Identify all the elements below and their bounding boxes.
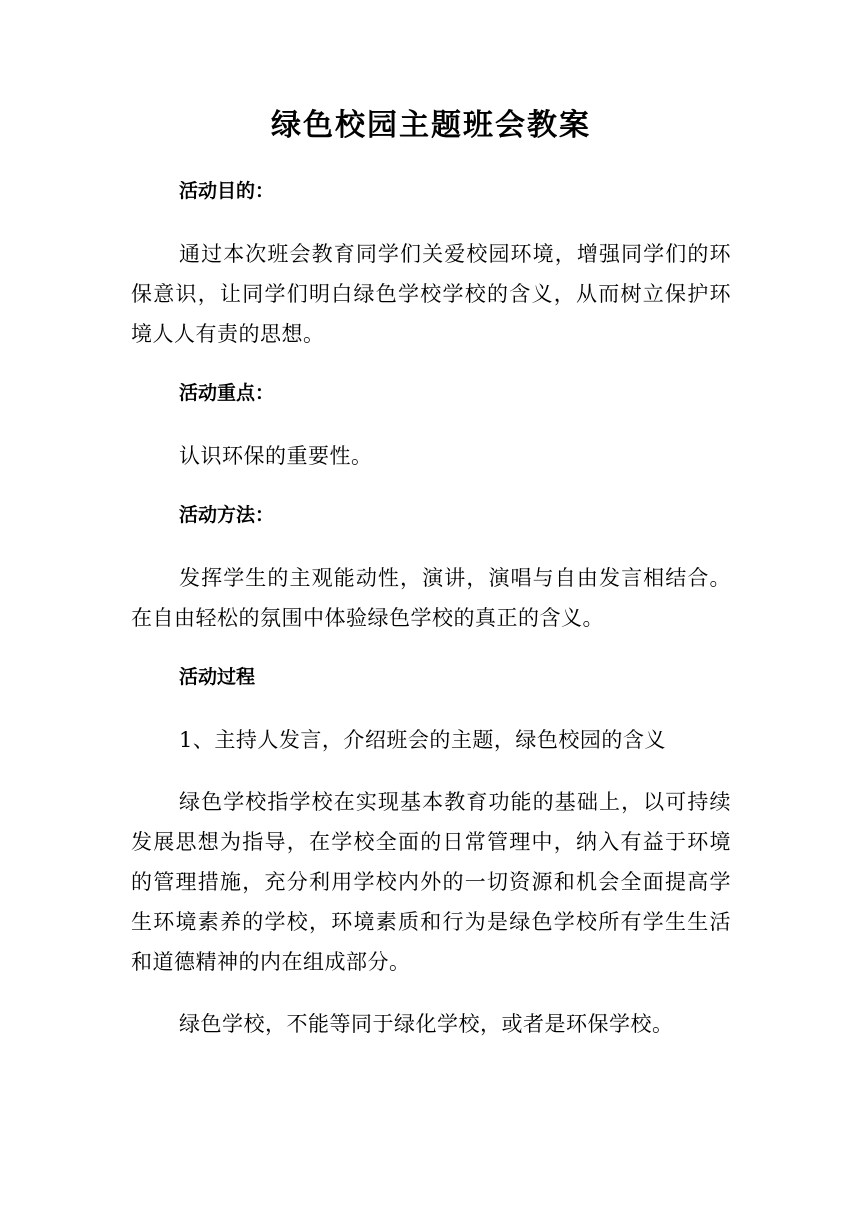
- heading-focus: 活动重点：: [179, 382, 275, 404]
- paragraph-method: 发挥学生的主观能动性，演讲，演唱与自由发言相结合。在自由轻松的氛围中体验绿色学校的真正的含义。: [131, 566, 731, 630]
- heading-method: 活动方法：: [179, 504, 275, 526]
- heading-purpose: 活动目的：: [179, 180, 275, 202]
- document-title: 绿色校园主题班会教案: [271, 108, 591, 143]
- heading-process: 活动过程: [179, 666, 256, 688]
- paragraph-green-school-note: 绿色学校，不能等同于绿化学校，或者是环保学校。: [179, 1012, 674, 1036]
- paragraph-process-step-1: 1、主持人发言，介绍班会的主题，绿色校园的含义: [179, 728, 666, 752]
- document-body: [131, 104, 731, 1066]
- paragraph-focus: 认识环保的重要性。: [179, 444, 373, 468]
- paragraph-green-school-definition: 绿色学校指学校在实现基本教育功能的基础上，以可持续发展思想为指导，在学校全面的日常管理中，纳入有益于环境的管理措施，充分利用学校内外的一切资源和机会全面提高学生环境素养的学校，环境素质和行为是绿色学校所有学生生活和道德精神的内在组成部分。: [131, 790, 731, 974]
- paragraph-purpose: 通过本次班会教育同学们关爱校园环境，增强同学们的环保意识，让同学们明白绿色学校学校的含义，从而树立保护环境人人有责的思想。: [131, 242, 731, 346]
